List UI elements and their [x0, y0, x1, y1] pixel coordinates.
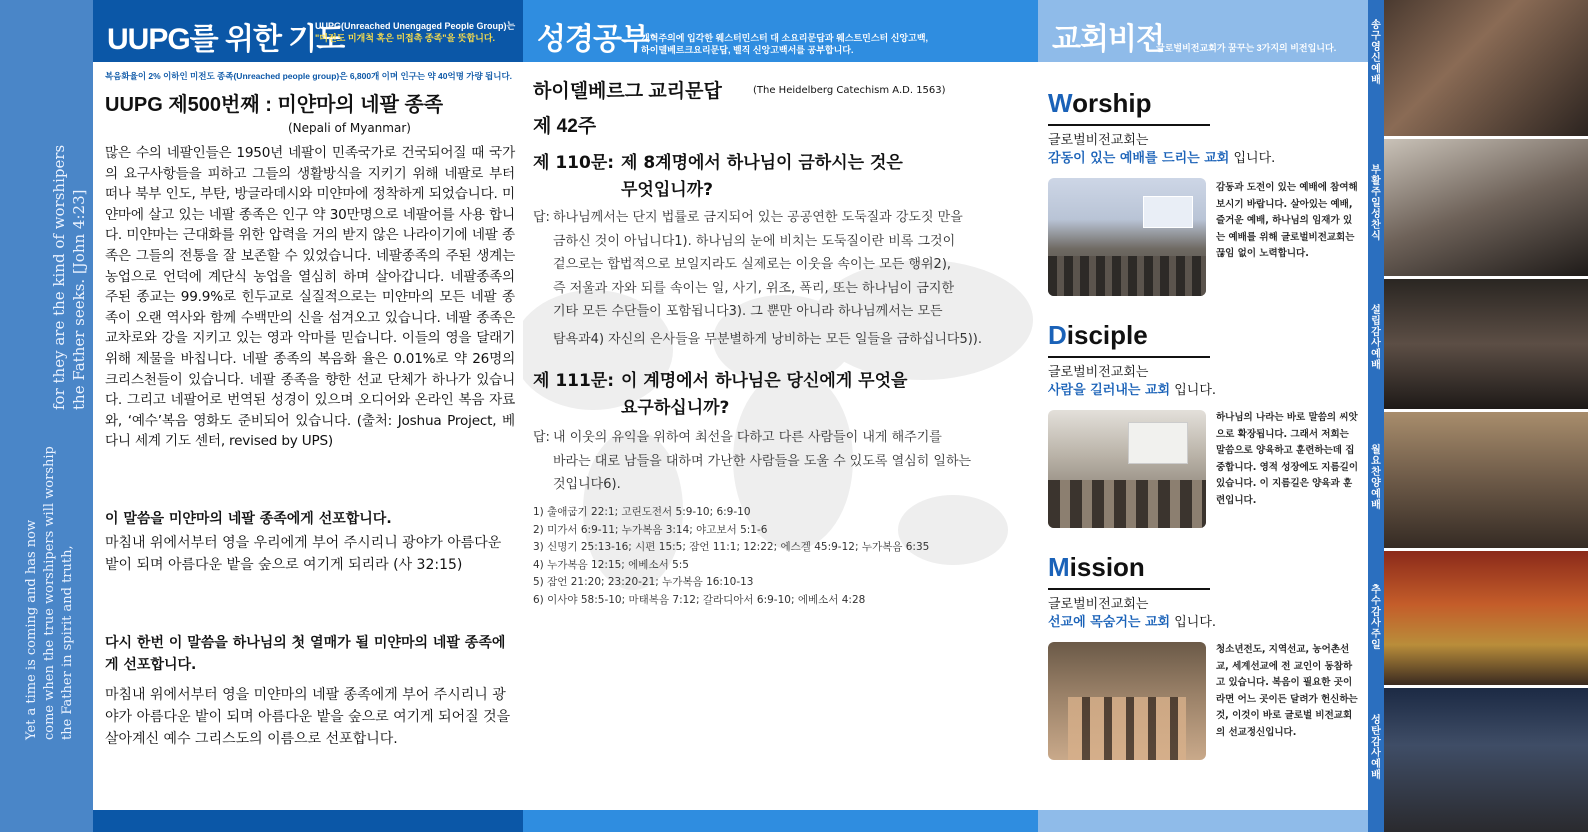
worship-description: 감동과 도전이 있는 예배에 참여해보시기 바랍니다. 살아있는 예배, 즐거운 예배, 하나님의 임재가 있는 예배를 위해 글로벌비전교회는 끊임 없이 노력합니다. — [1216, 182, 1358, 259]
worship-title-rest: orship — [1072, 88, 1152, 118]
answer-label: 답: — [533, 210, 550, 225]
verse-line: Yet a time is coming and has now — [24, 519, 39, 740]
disciple-photo — [1048, 410, 1206, 528]
mission-rule — [1048, 588, 1210, 590]
photo-christmas-service — [1384, 688, 1588, 832]
uupg-heading-1: 이 말씀을 미얀마의 네팔 종족에게 선포합니다. — [105, 511, 392, 527]
question-text: 무엇입니까? — [621, 180, 713, 200]
reference-line: 5) 잠언 21:20; 23:20-21; 누가복음 16:10-13 — [533, 576, 754, 588]
answer-line: 내 이웃의 유익을 위하여 최선을 다하고 다른 사람들이 내게 해주기를 — [553, 430, 942, 445]
mission-intro — [1048, 596, 1216, 632]
mission-intro-highlight: 선교에 목숨거는 교회 — [1048, 615, 1171, 630]
mission-intro-line: 글로벌비전교회는 — [1048, 597, 1149, 612]
catechism-week: 제 42주 — [533, 116, 597, 137]
answer-label: 답: — [533, 430, 550, 445]
worship-intro — [1048, 132, 1275, 168]
uupg-header-title: UUPG를 위한 기도 — [107, 23, 345, 56]
photo-label: 성탄감사예배 — [1371, 715, 1381, 781]
bible-header — [523, 0, 1038, 62]
uupg-column — [93, 0, 523, 832]
worship-title-cap: W — [1048, 88, 1073, 118]
mission-intro-tail: 입니다. — [1170, 615, 1217, 630]
question-text: 요구하십니까? — [621, 398, 730, 418]
answer-line: 기타 모든 수단들이 포함됩니다3). 그 뿐만 아니라 하나님께서는 모든 — [553, 304, 943, 319]
worship-intro-line: 글로벌비전교회는 — [1048, 133, 1149, 148]
answer-line: 하나님께서는 단지 법률로 금지되어 있는 공공연한 도둑질과 강도짓 만을 — [553, 210, 963, 225]
disciple-description: 하나님의 나라는 바로 말씀의 씨앗으로 확장됩니다. 그래서 저희는 말씀으로 양육하고 훈련하는데 집중합니다. 영적 성장에도 지름길이 있습니다. 이 지름길은 양육과 훈련입니다. — [1216, 412, 1359, 506]
left-verse-strip — [0, 0, 93, 832]
uupg-header — [93, 0, 523, 62]
uupg-subtitle: (Nepali of Myanmar) — [288, 121, 411, 135]
photo-monday-praise — [1384, 412, 1588, 551]
photo-label: 월요찬양예배 — [1371, 445, 1381, 511]
bible-header-title: 성경공부 — [537, 23, 649, 56]
photo-label: 설립감사예배 — [1371, 305, 1381, 371]
scripture-references — [533, 504, 929, 609]
answer-110 — [533, 206, 1033, 351]
reference-line: 4) 누가복음 12:15; 에베소서 5:5 — [533, 558, 689, 571]
answer-line: 것입니다6). — [553, 477, 621, 492]
question-number: 제 111문: — [533, 371, 615, 391]
uupg-title: UUPG 제500번째 : 미얀마의 네팔 종족 — [105, 94, 444, 116]
bible-header-desc — [641, 32, 928, 56]
answer-line: 금하신 것이 아닙니다1). 하나님의 눈에 비치는 도둑질이란 비록 그것이 — [553, 233, 956, 249]
question-111 — [533, 368, 907, 422]
uupg-header-desc-line: UUPG(Unreached Unengaged People Group)는 — [315, 21, 516, 31]
question-number: 제 110문: — [533, 153, 615, 173]
disciple-title — [1048, 320, 1148, 351]
vision-header-desc: 글로벌비전교회가 꿈꾸는 3가지의 비전입니다. — [1156, 43, 1337, 53]
verse-line: the Father seeks. [John 4:23] — [70, 189, 88, 410]
vision-column — [1038, 0, 1368, 832]
vision-footer-bar — [1038, 810, 1368, 832]
event-photo-strip — [1368, 0, 1588, 832]
reference-line: 6) 이사야 58:5-10; 마태복음 7:12; 갈라디아서 6:9-10; 에베소서 4:28 — [533, 593, 866, 606]
bible-header-desc-line: 하이델베르크요리문답, 벨직 신앙고백서를 공부합니다. — [641, 45, 854, 55]
uupg-header-desc-highlight: "미전도 미개척 혹은 미접촉 종족"을 뜻합니다. — [315, 33, 496, 43]
uupg-paragraph-1: 마침내 위에서부터 영을 우리에게 부어 주시리니 광야가 아름다운 밭이 되며 아름다운 밭을 숲으로 여기게 되리라 (사 32:15) — [105, 535, 502, 573]
uupg-footer-bar — [93, 810, 523, 832]
photo-label: 송구영신예배 — [1371, 20, 1381, 86]
worship-intro-highlight: 감동이 있는 예배를 드리는 교회 — [1048, 151, 1230, 166]
answer-111 — [533, 426, 1033, 497]
mission-photo — [1048, 642, 1206, 760]
photo-easter-communion — [1384, 139, 1588, 279]
bible-footer-bar — [523, 810, 1038, 832]
uupg-header-desc — [315, 20, 515, 44]
disciple-intro-line: 글로벌비전교회는 — [1048, 365, 1149, 380]
reference-line: 2) 미가서 6:9-11; 누가복음 3:14; 야고보서 5:1-6 — [533, 523, 768, 536]
uupg-body: 많은 수의 네팔인들은 1950년 네팔이 민족국가로 건국되어질 때 국가의 요구사항들을 피하고 그들의 생활방식을 지키기 위해 네팔로 부터 떠나 북부 인도, 부탄, 방글라데시와 미얀마에 정착하게 되었습니다. 미얀마에 살고 있는 네팔 종족은 인구 약 30만명으로 네팔어를 사용 합니다. 미얀마는 근대화를 위한 압력을 거의 받지 않은 나라이기에 네팔 종족은 그들의 전통을 잘 보존할 수 있었습니다. 네팔종족의 주된 생계는 농업으로 언덕에 계단식 농업을 열심히 하며 살아갑니다. 네팔종족의 주된 종교는 99.9%로 힌두교로 실질적으로는 미얀마의 모든 네팔 종족이 오랜 역사와 함께 수백만의 신을 섬겨오고 있습니다. 네팔 종족은 교차로와 강을 지키고 있는 영과 악마를 믿습니다. 이들의 영을 달래기 위해 제물을 바칩니다. 네팔 종족의 복음화 율은 0.01%로 약 26명의 크리스천들이 있습니다. 네팔 종족을 향한 선교 단체가 하나가 있습니다. 그리고 네팔어로 번역된 성경이 있으며 오디어와 온라인 복음 자료와, ‘예수’복음 영화도 준비되어 있습니다. (출처: Joshua Project, 베다니 세계 기도 센터, revised by UPS) — [105, 145, 515, 450]
answer-line: 즉 저울과 자와 되를 속이는 일, 사기, 위조, 폭리, 또는 하나님이 금지한 — [553, 280, 955, 296]
worship-title — [1048, 88, 1152, 119]
vision-header-title: 교회비전 — [1052, 23, 1164, 56]
catechism-subtitle: (The Heidelberg Catechism A.D. 1563) — [753, 85, 946, 96]
photo-founding-service — [1384, 279, 1588, 412]
disciple-intro — [1048, 364, 1216, 400]
question-text: 이 계명에서 하나님은 당신에게 무엇을 — [621, 371, 908, 391]
vision-header — [1038, 0, 1368, 62]
worship-rule — [1048, 124, 1210, 126]
catechism-title: 하이델베르그 교리문답 — [533, 81, 722, 102]
mission-description: 청소년전도, 지역선교, 농어촌선교, 세계선교에 전 교인이 동참하고 있습니다. 복음이 필요한 곳이라면 어느 곳이든 달려가 헌신하는 것, 이것이 바로 글로벌 비전교회의 선교정신입니다. — [1216, 644, 1358, 738]
worship-intro-tail: 입니다. — [1229, 151, 1276, 166]
mission-title-rest: ission — [1069, 552, 1145, 582]
disciple-rule — [1048, 356, 1210, 358]
photo-new-year-service — [1384, 0, 1588, 139]
reference-line: 3) 신명기 25:13-16; 시편 15:5; 잠언 11:1; 12:22; 에스겔 45:9-12; 누가복음 6:35 — [533, 541, 930, 553]
answer-line: 바라는 대로 남들을 대하며 가난한 사람들을 도울 수 있도록 열심히 일하는 — [553, 453, 972, 469]
disciple-intro-highlight: 사람을 길러내는 교회 — [1048, 383, 1171, 398]
mission-title — [1048, 552, 1145, 583]
verse-line: the Father in spirit and truth, — [60, 545, 75, 740]
answer-line: 겉으로는 합법적으로 보일지라도 실제로는 이웃을 속이는 모든 행위2), — [553, 257, 952, 272]
bible-study-column — [523, 0, 1038, 832]
photo-label: 추수감사주일 — [1371, 585, 1381, 651]
uupg-heading-2: 다시 한번 이 말씀을 하나님의 첫 열매가 될 미얀마의 네팔 종족에게 선포합니다. — [105, 635, 506, 673]
disciple-title-cap: D — [1048, 320, 1067, 350]
disciple-intro-tail: 입니다. — [1170, 383, 1217, 398]
disciple-title-rest: isciple — [1066, 320, 1148, 350]
question-110 — [533, 150, 903, 204]
reference-line: 1) 출애굽기 22:1; 고린도전서 5:9-10; 6:9-10 — [533, 506, 751, 518]
photo-label: 부활주일 성찬식 — [1371, 165, 1381, 242]
verse-line: come when the true worshipers will worship — [42, 446, 57, 740]
verse-line: for they are the kind of worshipers — [50, 144, 68, 410]
mission-title-cap: M — [1048, 552, 1070, 582]
photo-thanksgiving-sunday — [1384, 551, 1588, 688]
uupg-paragraph-2: 마침내 위에서부터 영을 미얀마의 네팔 종족에게 부어 주시리니 광야가 아름다운 밭이 되며 아름다운 밭을 숲으로 여기게 되어질 것을 살아계신 예수 그리스도의 이름으로 선포합니다. — [105, 687, 511, 747]
answer-line: 탐욕과4) 자신의 은사들을 무분별하게 낭비하는 모든 일들을 금하십니다5)). — [553, 331, 982, 347]
question-text: 제 8계명에서 하나님이 금하시는 것은 — [621, 153, 903, 173]
bible-header-desc-line: 개혁주의에 입각한 웨스터민스터 대 소요리문답과 웨스트민스터 신앙고백, — [641, 33, 929, 43]
uupg-note: 복음화율이 2% 이하인 미전도 종족(Unreached people group)은 6,800개 이며 인구는 약 40억명 가량 됩니다. — [105, 71, 513, 81]
worship-photo — [1048, 178, 1206, 296]
photo-label-bar — [1368, 0, 1384, 832]
